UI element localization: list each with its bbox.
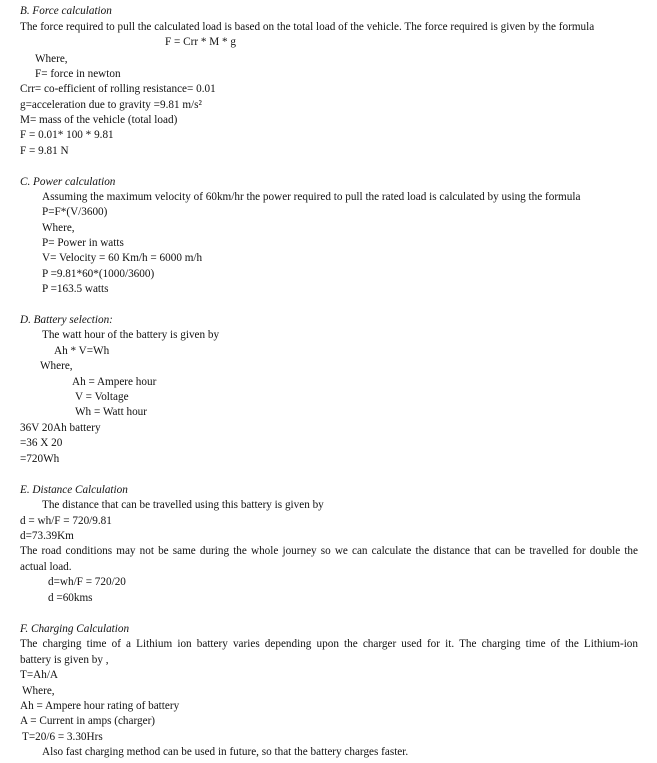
- section-e-heading: E. Distance Calculation: [20, 484, 128, 496]
- section-b-def-m: M= mass of the vehicle (total load): [20, 114, 178, 126]
- section-b-where: Where,: [35, 53, 68, 65]
- section-f-intro-line-2: battery is given by ,: [20, 654, 109, 666]
- section-b-def-crr: Crr= co-efficient of rolling resistance= 0.01: [20, 83, 216, 95]
- section-c-intro: Assuming the maximum velocity of 60km/hr the power required to pull the rated load is calculated by using the formula: [42, 191, 581, 203]
- section-b-heading: B. Force calculation: [20, 5, 112, 17]
- section-c-def-p: P= Power in watts: [42, 237, 124, 249]
- section-f-heading: F. Charging Calculation: [20, 623, 130, 635]
- section-d-intro: The watt hour of the battery is given by: [42, 329, 220, 341]
- section-d-calc-2: =720Wh: [20, 453, 60, 465]
- section-e-note-line-2: actual load.: [20, 561, 72, 573]
- section-d-def-v: V = Voltage: [75, 391, 129, 403]
- section-f-calc: T=20/6 = 3.30Hrs: [22, 731, 103, 743]
- section-b-calc-2: F = 9.81 N: [20, 145, 69, 157]
- section-d-def-ah: Ah = Ampere hour: [72, 376, 157, 388]
- section-c-calc-2: P =163.5 watts: [42, 283, 109, 295]
- section-e-note-line-1: The road conditions may not be same during the whole journey so we can calculate the distance that can be travelled for double the: [20, 545, 638, 557]
- section-b-formula: F = Crr * M * g: [165, 36, 236, 48]
- section-c-formula: P=F*(V/3600): [42, 206, 108, 218]
- section-b-def-f: F= force in newton: [35, 68, 121, 80]
- section-d-heading: D. Battery selection:: [20, 314, 113, 326]
- section-e-calc-4: d =60kms: [48, 592, 93, 604]
- section-f-final: Also fast charging method can be used in future, so that the battery charges faster.: [42, 746, 409, 758]
- section-f-def-ah: Ah = Ampere hour rating of battery: [20, 700, 180, 712]
- section-c-where: Where,: [42, 222, 75, 234]
- section-b-calc-1: F = 0.01* 100 * 9.81: [20, 129, 114, 141]
- section-e-calc-3: d=wh/F = 720/20: [48, 576, 126, 588]
- section-f-formula: T=Ah/A: [20, 669, 59, 681]
- section-c-def-v: V= Velocity = 60 Km/h = 6000 m/h: [42, 252, 203, 264]
- section-f-where: Where,: [22, 685, 55, 697]
- section-d-battery: 36V 20Ah battery: [20, 422, 101, 434]
- section-b-intro: The force required to pull the calculated load is based on the total load of the vehicle. The force required is given by the formula: [20, 21, 595, 33]
- section-c-heading: C. Power calculation: [20, 176, 116, 188]
- section-e-calc-2: d=73.39Km: [20, 530, 74, 542]
- section-b-def-g: g=acceleration due to gravity =9.81 m/s²: [20, 99, 202, 111]
- section-f-intro-line-1: The charging time of a Lithium ion battery varies depending upon the charger used for it. The charging time of the Lithium-ion: [20, 638, 638, 650]
- section-e-calc-1: d = wh/F = 720/9.81: [20, 515, 112, 527]
- section-d-def-wh: Wh = Watt hour: [75, 406, 148, 418]
- section-c-calc-1: P =9.81*60*(1000/3600): [42, 268, 155, 280]
- section-f-def-a: A = Current in amps (charger): [20, 715, 156, 727]
- section-d-calc-1: =36 X 20: [20, 437, 63, 449]
- section-e-intro: The distance that can be travelled using this battery is given by: [42, 499, 324, 511]
- section-d-where: Where,: [40, 360, 73, 372]
- section-d-formula: Ah * V=Wh: [54, 345, 110, 357]
